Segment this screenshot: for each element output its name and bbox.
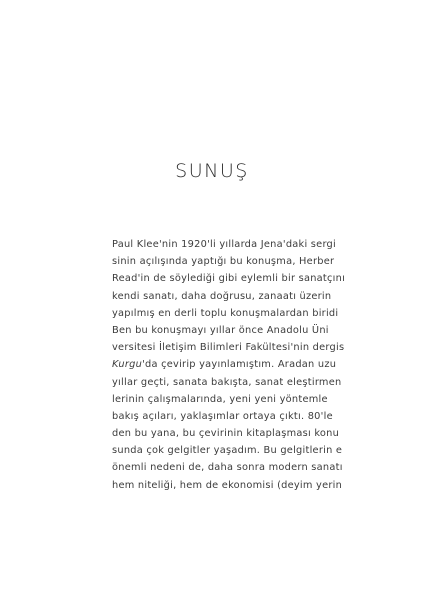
- text-line: bakış açıları, yaklaşımlar ortaya çıktı. 80'le: [112, 410, 333, 422]
- text-line: Ben bu konuşmayı yıllar önce Anadolu Üni: [112, 324, 329, 336]
- text-line: yıllar geçti, sanata bakışta, sanat eleştirmen: [112, 376, 342, 388]
- text-line: Paul Klee'nin 1920'li yıllarda Jena'daki sergi: [112, 239, 336, 250]
- text-line: önemli nedeni de, daha sonra modern sanatı: [112, 462, 343, 474]
- text-line-rest: 'da çevirip yayınlamıştım. Aradan uzu: [142, 359, 337, 371]
- text-line: hem niteliği, hem de ekonomisi (deyim yerin: [112, 479, 343, 491]
- page-title: SUNUŞ: [175, 160, 249, 182]
- text-line: yapılmış en derli toplu konuşmalardan biridi: [112, 307, 339, 319]
- journal-name-italic: Kurgu: [112, 359, 143, 371]
- text-line: kendi sanatı, daha doğrusu, zanaatı üzerin: [112, 290, 332, 302]
- text-line: den bu yana, bu çevirinin kitaplaşması konu: [112, 428, 340, 440]
- text-line: [112, 356, 424, 373]
- text-line: sinin açılışında yaptığı bu konuşma, Herber: [112, 256, 335, 268]
- text-line: versitesi İletişim Bilimleri Fakültesi'nin dergis: [112, 342, 345, 354]
- body-paragraph: [112, 236, 424, 494]
- text-line: lerinin çalışmalarında, yeni yeni yöntemle: [112, 393, 328, 405]
- text-line: sunda çok gelgitler yaşadım. Bu gelgitlerin e: [112, 445, 343, 457]
- text-line: Read'in de söylediği gibi eylemli bir sanatçını: [112, 273, 346, 285]
